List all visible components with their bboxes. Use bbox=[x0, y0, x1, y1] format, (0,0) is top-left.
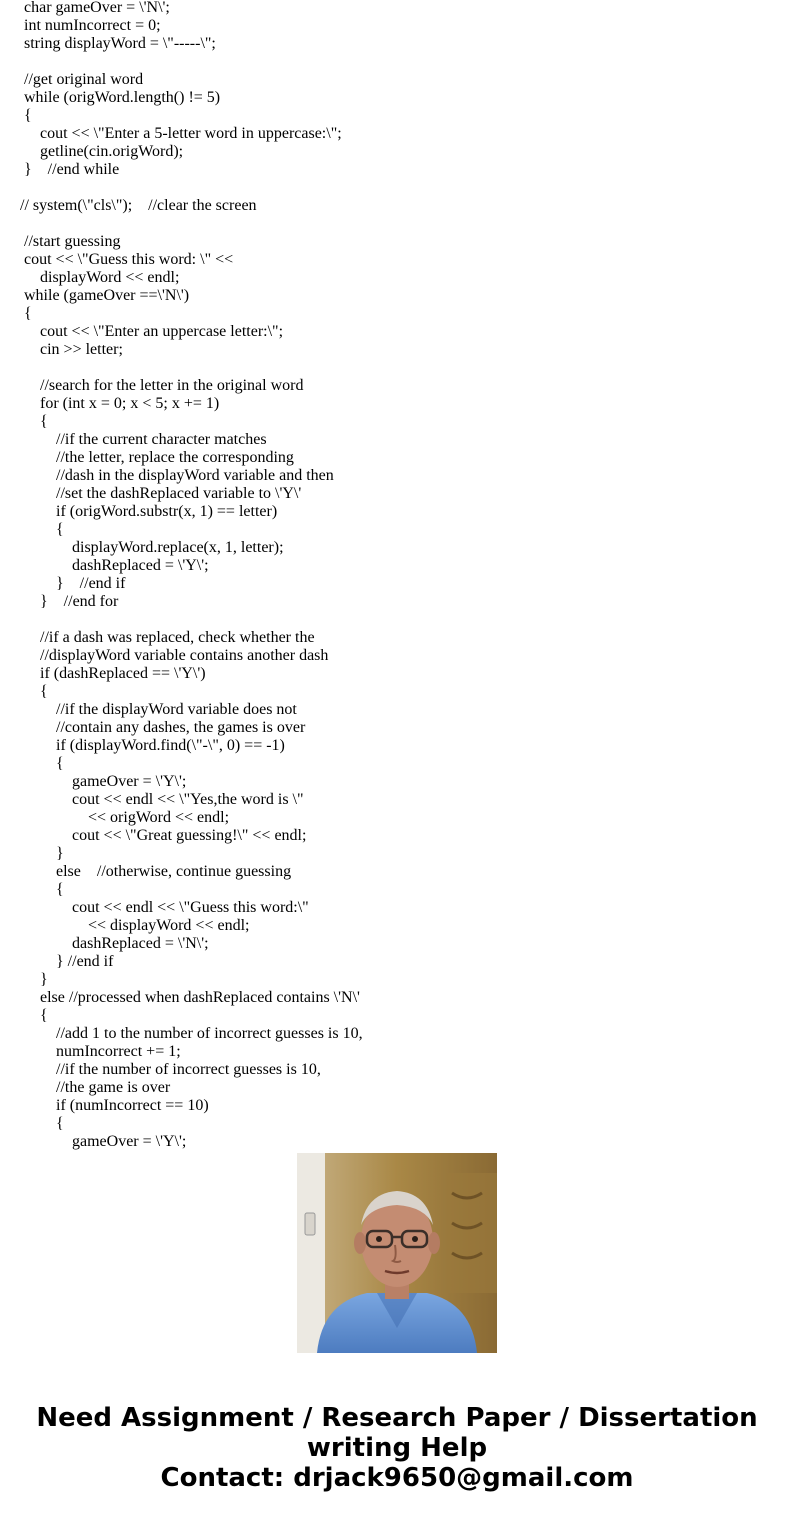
code-line: { bbox=[56, 1115, 64, 1132]
code-line: } bbox=[40, 971, 48, 988]
code-line: if (dashReplaced == \'Y\') bbox=[40, 665, 206, 682]
code-line: getline(cin.origWord); bbox=[40, 143, 184, 160]
code-line: //contain any dashes, the games is over bbox=[56, 719, 306, 736]
code-line: //set the dashReplaced variable to \'Y\' bbox=[56, 485, 302, 502]
code-line: gameOver = \'Y\'; bbox=[72, 1133, 187, 1150]
code-line: } //end for bbox=[40, 593, 119, 610]
code-line: //search for the letter in the original word bbox=[40, 377, 304, 394]
code-line: int numIncorrect = 0; bbox=[24, 17, 161, 34]
code-line: char gameOver = \'N\'; bbox=[24, 0, 170, 16]
code-line: numIncorrect += 1; bbox=[56, 1043, 181, 1060]
code-line: while (origWord.length() != 5) bbox=[24, 89, 221, 106]
code-line: if (displayWord.find(\"-\", 0) == -1) bbox=[56, 737, 285, 754]
code-line: { bbox=[40, 1007, 48, 1024]
code-line: //if the number of incorrect guesses is 10, bbox=[56, 1061, 321, 1078]
code-line: } //end if bbox=[56, 575, 126, 592]
code-line: else //processed when dashReplaced contains \'N\' bbox=[40, 989, 360, 1006]
promo-contact-line: Contact: drjack9650@gmail.com bbox=[160, 1463, 634, 1493]
code-line: displayWord << endl; bbox=[40, 269, 180, 286]
code-line: dashReplaced = \'N\'; bbox=[72, 935, 209, 952]
code-line: //if a dash was replaced, check whether the bbox=[40, 629, 315, 646]
code-line: if (origWord.substr(x, 1) == letter) bbox=[56, 503, 278, 520]
code-line: displayWord.replace(x, 1, letter); bbox=[72, 539, 284, 556]
code-line: << origWord << endl; bbox=[88, 809, 230, 826]
code-line: //if the current character matches bbox=[56, 431, 267, 448]
code-line: cin >> letter; bbox=[40, 341, 123, 358]
code-line: string displayWord = \"-----\"; bbox=[24, 35, 216, 52]
code-line: //get original word bbox=[24, 71, 144, 88]
code-line: cout << endl << \"Guess this word:\" bbox=[72, 899, 309, 916]
code-line: dashReplaced = \'Y\'; bbox=[72, 557, 209, 574]
code-line: { bbox=[40, 683, 48, 700]
code-line: cout << endl << \"Yes,the word is \" bbox=[72, 791, 304, 808]
code-line: //the game is over bbox=[56, 1079, 171, 1096]
author-photo bbox=[297, 1153, 497, 1353]
code-line: { bbox=[56, 881, 64, 898]
code-line: } //end if bbox=[56, 953, 114, 970]
code-line: { bbox=[56, 521, 64, 538]
code-line: //add 1 to the number of incorrect guesses is 10, bbox=[56, 1025, 363, 1042]
code-line: } bbox=[56, 845, 64, 862]
code-line: for (int x = 0; x < 5; x += 1) bbox=[40, 395, 220, 412]
code-line: } //end while bbox=[24, 161, 120, 178]
code-line: { bbox=[40, 413, 48, 430]
promo-line-2: writing Help bbox=[306, 1433, 488, 1463]
code-line: << displayWord << endl; bbox=[88, 917, 250, 934]
code-line: //displayWord variable contains another dash bbox=[40, 647, 329, 664]
code-line: { bbox=[24, 107, 32, 124]
promo-line-1: Need Assignment / Research Paper / Dissertation bbox=[36, 1403, 758, 1433]
code-line: if (numIncorrect == 10) bbox=[56, 1097, 209, 1114]
code-line: else //otherwise, continue guessing bbox=[56, 863, 292, 880]
code-line: // system(\"cls\"); //clear the screen bbox=[20, 197, 257, 214]
code-line: cout << \"Enter a 5-letter word in uppercase:\"; bbox=[40, 125, 342, 142]
code-line: cout << \"Great guessing!\" << endl; bbox=[72, 827, 307, 844]
code-line: { bbox=[56, 755, 64, 772]
code-line: cout << \"Enter an uppercase letter:\"; bbox=[40, 323, 284, 340]
code-line: gameOver = \'Y\'; bbox=[72, 773, 187, 790]
code-line: cout << \"Guess this word: \" << bbox=[24, 251, 234, 268]
code-line: { bbox=[24, 305, 32, 322]
code-line: //if the displayWord variable does not bbox=[56, 701, 297, 718]
code-line: while (gameOver ==\'N\') bbox=[24, 287, 190, 304]
code-line: //the letter, replace the corresponding bbox=[56, 449, 294, 466]
promo-banner bbox=[0, 1403, 794, 1493]
author-photo-illustration bbox=[297, 1153, 497, 1353]
code-line: //dash in the displayWord variable and then bbox=[56, 467, 334, 484]
code-line: //start guessing bbox=[24, 233, 121, 250]
